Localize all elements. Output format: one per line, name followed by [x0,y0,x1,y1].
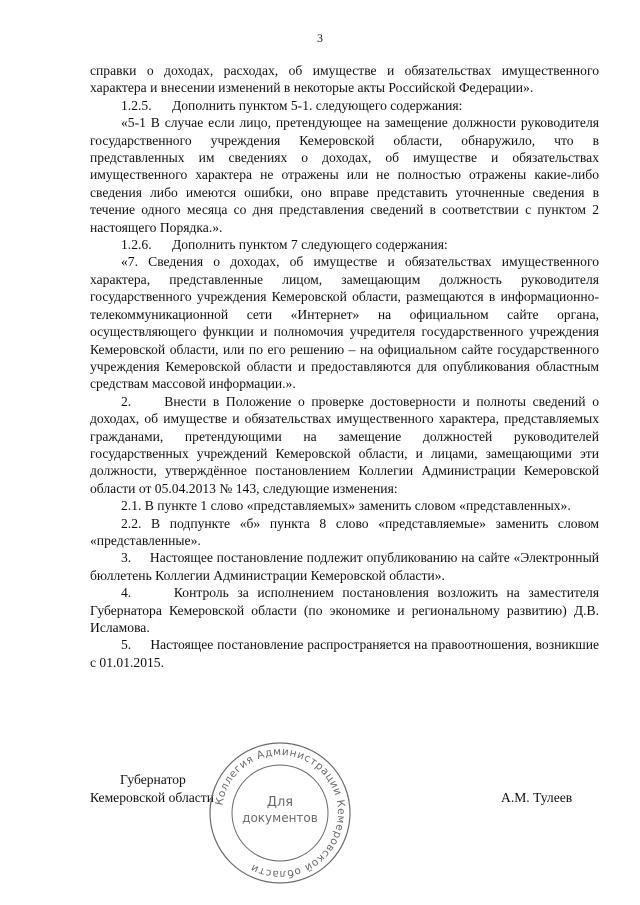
signatory-name: А.М. Тулеев [501,790,573,805]
paragraph: 2.2. В подпункте «б» пункта 8 слово «представляемые» заменить словом «представленные». [90,515,599,548]
paragraph: 1.2.6. Дополнить пунктом 7 следующего содержания: [121,237,448,253]
paragraph: 2.1. В пункте 1 слово «представляемых» заменить словом «представленных». [121,498,571,514]
paragraph: 3. Настоящее постановление подлежит опубликованию на сайте «Электронный бюллетень Коллегии Администрации Кемеровской области». [90,550,599,583]
paragraph: 4. Контроль за исполнением постановления возложить на заместителя Губернатора Кемеровской области (по экономике и региональному развитию) Д.В. Исламова. [90,585,599,635]
signatory-title: Губернатор [120,772,186,787]
paragraph: 1.2.5. Дополнить пунктом 5-1. следующего содержания: [121,97,463,113]
seal-center-line2: документов [242,811,318,825]
signatory-region: Кемеровской области [90,790,215,805]
official-seal [207,740,353,886]
seal-ring-text: Коллегия Администрации Кемеровской области [213,745,348,881]
paragraph: «7. Сведения о доходах, об имуществе и обязательствах имущественного характера, представленные лицом, замещающим должность руководителя государственного учреждения Кемеровской области, размещаются в информационно-телекоммуникационной сети «Интернет» на официальном сайте органа, осуществляющего функции и полномочия учредителя государственного учреждения Кемеровской области, или по его решению – на официальном сайте государственного учреждения Кемеровской области и предоставляются для опубликования областным средствам массовой информации.». [90,254,599,392]
page-number: 3 [317,31,323,45]
seal-center-line1: Для [266,795,294,810]
paragraph: 2. Внести в Положение о проверке достоверности и полноты сведений о доходах, об имуществе и обязательствах имущественного характера, представляемых гражданами, претендующими на замещение должностей руководителей государственных учреждений Кемеровской области, и лицами, замещающими эти должности, утверждённое постановлением Коллегии Администрации Кемеровской области от 05.04.2013 № 143, следующие изменения: [90,393,599,496]
paragraph: «5-1 В случае если лицо, претендующее на замещение должности руководителя государственного учреждения Кемеровской области, обнаружило, что в представленных им сведениях о доходах, об имуществе и обязательствах имущественного характера не отражены или не полностью отражены какие-либо сведения либо имеются ошибки, оно вправе представить уточненные сведения в течение одного месяца со дня представления сведений в соответствии с пунктом 2 настоящего Порядка.». [90,115,599,235]
document-body [90,62,599,671]
paragraph: справки о доходах, расходах, об имуществе и обязательствах имущественного характера и внесении изменений в некоторые акты Российской Федерации». [90,63,599,96]
paragraph: 5. Настоящее постановление распространяется на правоотношения, возникшие с 01.01.2015. [90,637,599,670]
